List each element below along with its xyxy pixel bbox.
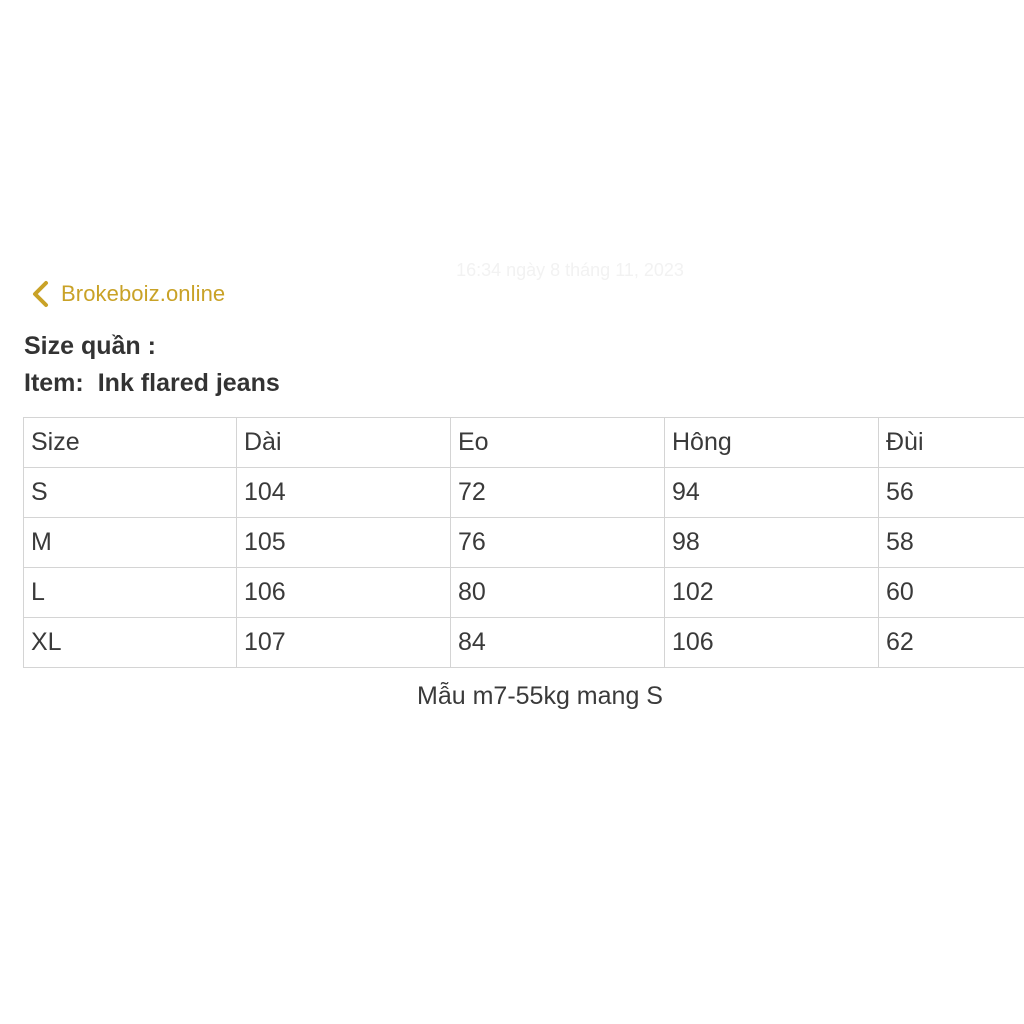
table-cell: 94 (665, 468, 879, 518)
table-cell: 106 (237, 568, 451, 618)
table-row (24, 468, 1024, 518)
model-note: Mẫu m7-55kg mang S (417, 682, 663, 710)
page-title: Size quần : (24, 332, 156, 360)
table-cell: 56 (879, 468, 1024, 518)
column-header: Dài (237, 418, 451, 468)
table-cell: 102 (665, 568, 879, 618)
table-row (24, 568, 1024, 618)
back-button[interactable] (30, 280, 225, 308)
table-cell: 72 (451, 468, 665, 518)
table-cell: S (24, 468, 237, 518)
back-button-label: Brokeboiz.online (61, 281, 226, 306)
table-cell: 62 (879, 618, 1024, 668)
size-table (23, 417, 1024, 668)
table-cell: 60 (879, 568, 1024, 618)
table-cell: 84 (451, 618, 665, 668)
note-timestamp: 16:34 ngày 8 tháng 11, 2023 (456, 260, 684, 280)
table-cell: 58 (879, 518, 1024, 568)
item-label: Item: (24, 369, 84, 397)
column-header: Hông (665, 418, 879, 468)
table-cell: 98 (665, 518, 879, 568)
table-cell: 76 (451, 518, 665, 568)
table-cell: 105 (237, 518, 451, 568)
table-cell: 107 (237, 618, 451, 668)
table-row (24, 618, 1024, 668)
column-header: Size (24, 418, 237, 468)
table-cell: L (24, 568, 237, 618)
column-header: Eo (451, 418, 665, 468)
chevron-left-icon (30, 280, 52, 308)
table-cell: M (24, 518, 237, 568)
table-row (24, 518, 1024, 568)
column-header: Đùi (879, 418, 1024, 468)
table-header-row (24, 418, 1024, 468)
item-value: Ink flared jeans (97, 369, 280, 397)
table-cell: 80 (451, 568, 665, 618)
table-cell: 106 (665, 618, 879, 668)
table-cell: XL (24, 618, 237, 668)
item-line (24, 369, 280, 398)
table-cell: 104 (237, 468, 451, 518)
